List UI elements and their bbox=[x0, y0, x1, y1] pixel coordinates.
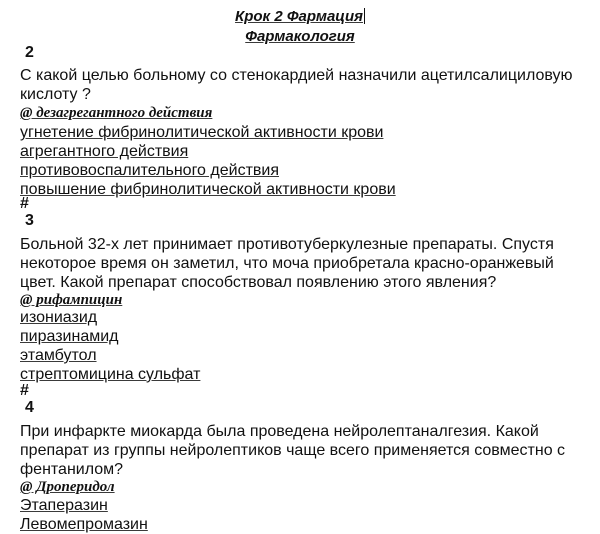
question-number: 4 bbox=[25, 399, 34, 416]
answer-option: Этаперазин bbox=[20, 497, 108, 514]
correct-answer: @ рифампицин bbox=[20, 292, 123, 308]
question-text: При инфаркте миокарда была проведена нейролептаналгезия. Какой препарат из группы нейролептиков чаще всего применяется совместно с фентанилом? bbox=[20, 423, 566, 478]
question-text: Больной 32-х лет принимает противотуберкулезные препараты. Спустя некоторое время он заметил, что моча приобретала красно-оранжевый цвет. Какой препарат способствовал появлению этого явления? bbox=[20, 236, 554, 291]
page-subtitle: Фармакология bbox=[245, 28, 355, 45]
correct-answer: @ Дроперидол bbox=[20, 479, 115, 495]
answer-option: этамбутол bbox=[20, 347, 97, 364]
answer-option: стрептомицина сульфат bbox=[20, 366, 201, 383]
correct-answer: @ дезагрегантного действия bbox=[20, 105, 213, 121]
text-cursor bbox=[364, 8, 365, 24]
answer-option: пиразинамид bbox=[20, 328, 119, 345]
question-separator: # bbox=[20, 195, 29, 212]
answer-option: агрегантного действия bbox=[20, 143, 189, 160]
answer-option: повышение фибринолитической активности крови bbox=[20, 181, 396, 198]
page-title: Крок 2 Фармация bbox=[235, 8, 363, 25]
question-text: С какой целью больному со стенокардией назначили ацетилсалициловую кислоту ? bbox=[20, 67, 573, 103]
answer-option: противовоспалительного действия bbox=[20, 162, 279, 179]
question-number: 3 bbox=[25, 212, 34, 229]
answer-option: изониазид bbox=[20, 309, 98, 326]
question-separator: # bbox=[20, 382, 29, 399]
question-number: 2 bbox=[25, 44, 34, 61]
answer-option: угнетение фибринолитической активности крови bbox=[20, 124, 384, 141]
answer-option: Левомепромазин bbox=[20, 516, 148, 533]
